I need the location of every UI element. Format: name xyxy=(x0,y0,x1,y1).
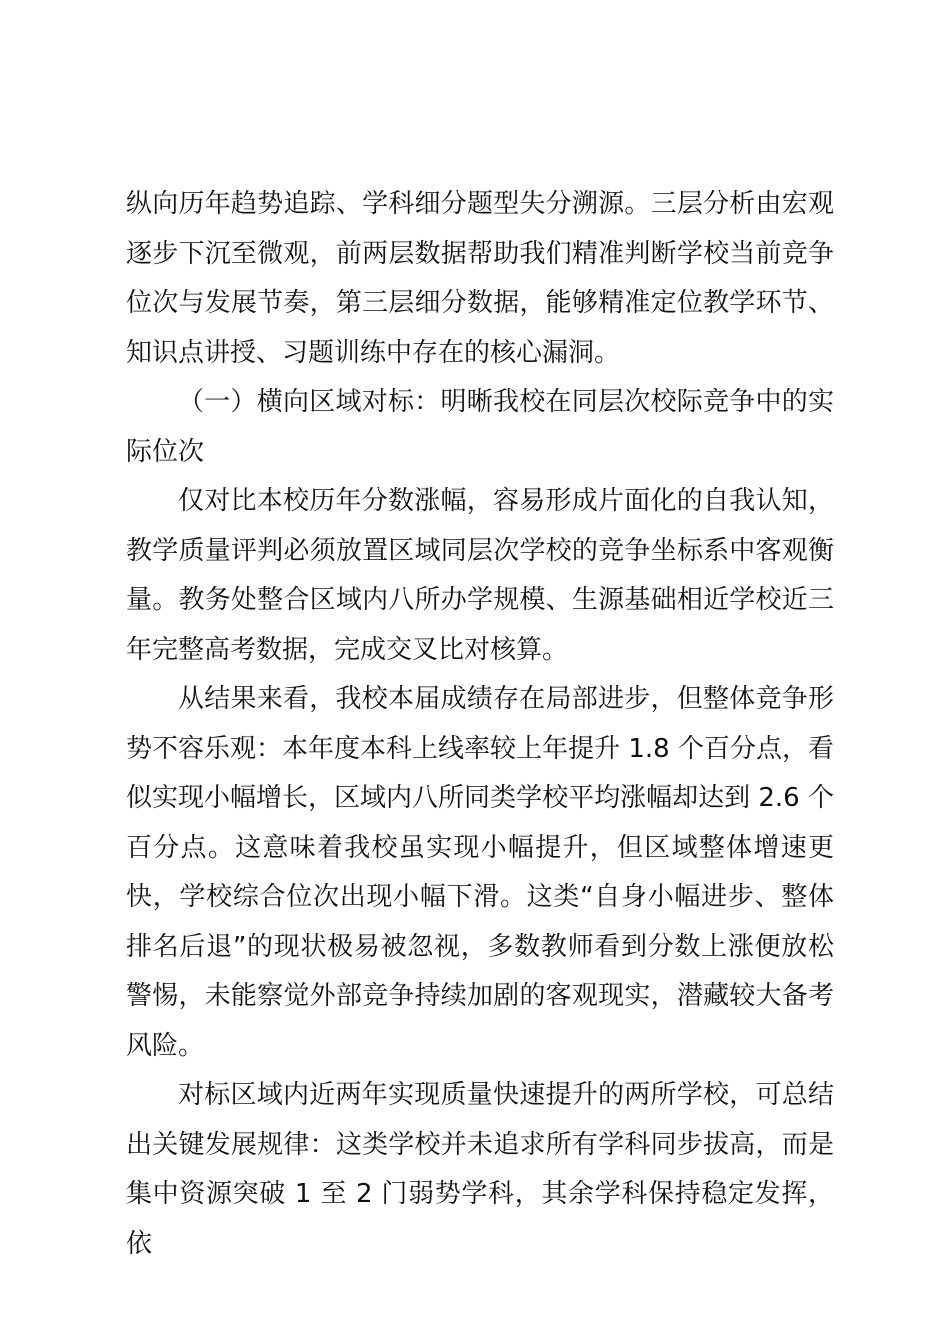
body-paragraph: 纵向历年趋势追踪、学科细分题型失分溯源。三层分析由宏观逐步下沉至微观，前两层数据帮助我们精准判断学校当前竞争位次与发展节奏，第三层细分数据，能够精准定位教学环节、知识点讲授、习题训练中存在的核心漏洞。 xyxy=(126,189,834,368)
body-paragraph: 从结果来看，我校本届成绩存在局部进步，但整体竞争形势不容乐观：本年度本科上线率较上年提升 1.8 个百分点，看似实现小幅增长，区域内八所同类学校平均涨幅却达到 2.6 个百分点。这意味着我校虽实现小幅提升，但区域整体增速更快，学校综合位次出现小幅下滑。这类“自身小幅进步、整体排名后退”的现状极易被忽视，多数教师看到分数上涨便放松警惕，未能察觉外部竞争持续加剧的客观现实，潜藏较大备考风险。 xyxy=(126,684,834,1061)
document-body xyxy=(126,180,834,1269)
body-paragraph: 仅对比本校历年分数涨幅，容易形成片面化的自我认知，教学质量评判必须放置区域同层次学校的竞争坐标系中客观衡量。教务处整合区域内八所办学规模、生源基础相近学校近三年完整高考数据，完成交叉比对核算。 xyxy=(126,486,834,665)
body-paragraph: 对标区域内近两年实现质量快速提升的两所学校，可总结出关键发展规律：这类学校并未追求所有学科同步拔高，而是集中资源突破 1 至 2 门弱势学科，其余学科保持稳定发挥，依 xyxy=(126,1080,834,1259)
section-heading: （一）横向区域对标：明晰我校在同层次校际竞争中的实际位次 xyxy=(126,387,834,467)
